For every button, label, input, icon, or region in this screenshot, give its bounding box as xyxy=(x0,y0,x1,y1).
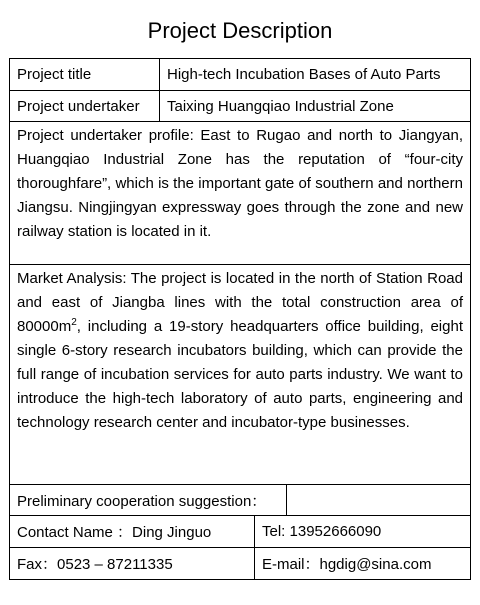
undertaker-row xyxy=(10,91,470,121)
market-analysis-text xyxy=(17,267,463,435)
contact-name: Contact Name ：Ding Jinguo xyxy=(17,524,212,541)
profile-text: Project undertaker profile: East to Rugao and north to Jiangyan, Huangqiao Industrial Zone has the reputation of “four-city thoroughfare”, which is the important gate of southern and northern Jiangsu. Ningjingyan expressway goes through the zone and new railway station is located in it. xyxy=(17,127,463,240)
undertaker-label: Project undertaker xyxy=(17,97,140,115)
contact-row xyxy=(10,516,470,547)
market-analysis-text-before: Market Analysis: The project is located in the north of Station Road and east of Jiangba lines with the total construction area of 80000m xyxy=(17,270,463,335)
project-table xyxy=(9,58,471,580)
project-title-value: High-tech Incubation Bases of Auto Parts xyxy=(167,66,441,83)
fax-email-row xyxy=(10,548,470,579)
contact-email: E-mail：hgdig@sina.com xyxy=(262,556,432,573)
project-title-label: Project title xyxy=(17,66,92,83)
cooperation-row xyxy=(10,485,470,515)
project-title-row xyxy=(10,59,470,90)
page-title: Project Description xyxy=(147,18,333,43)
market-analysis-text-after: , including a 19-story headquarters office building, eight single 6-story research incubators building, which can provide the full range of incubation services for auto parts industry. We want to introduce the high-tech laboratory of auto parts, engineering and technology research center and incubator-type businesses. xyxy=(17,318,463,431)
market-analysis-row xyxy=(10,265,470,483)
column-divider xyxy=(286,485,287,515)
contact-fax: Fax：0523 – 87211335 xyxy=(17,556,173,573)
contact-tel: Tel: 13952666090 xyxy=(262,523,382,540)
cooperation-label: Preliminary cooperation suggestion： xyxy=(17,492,267,510)
profile-row xyxy=(10,122,470,264)
area-unit-superscript: 2 xyxy=(71,317,77,328)
undertaker-value: Taixing Huangqiao Industrial Zone xyxy=(167,97,394,115)
cooperation-value xyxy=(287,485,471,515)
